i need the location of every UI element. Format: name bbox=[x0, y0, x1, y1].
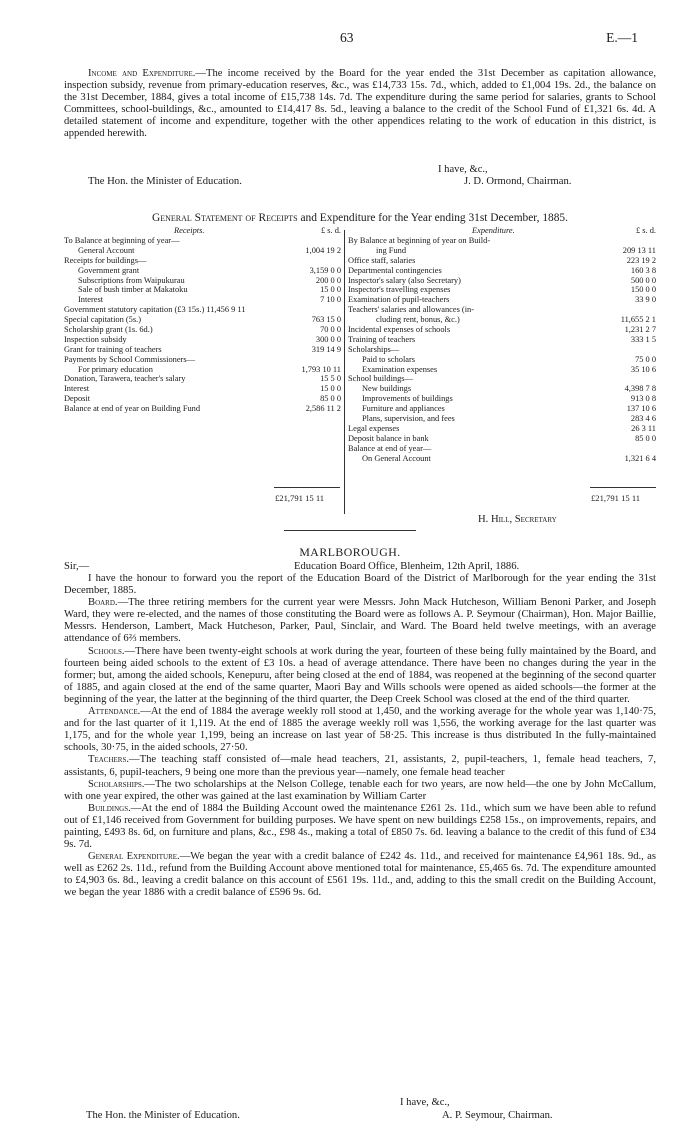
expenditure-label: Improvements of buildings bbox=[362, 394, 453, 404]
column-divider bbox=[344, 230, 345, 514]
salutation: Sir,— bbox=[64, 561, 90, 572]
expenditure-label: By Balance at beginning of year on Build- bbox=[348, 236, 491, 245]
expenditure-row bbox=[348, 424, 656, 434]
receipts-amount: 3,159 0 0 bbox=[309, 265, 341, 275]
marlborough-report-body bbox=[64, 573, 656, 900]
income-addressee: The Hon. the Minister of Education. bbox=[88, 176, 242, 187]
expenditure-row bbox=[348, 414, 656, 424]
receipts-label: Scholarship grant (1s. 6d.) bbox=[64, 325, 153, 335]
expenditure-row bbox=[348, 394, 656, 404]
report-paragraph bbox=[64, 706, 656, 754]
expenditure-amount: 160 3 8 bbox=[630, 265, 656, 275]
report-signature: A. P. Seymour, Chairman. bbox=[442, 1110, 553, 1121]
receipts-row bbox=[64, 345, 344, 355]
receipts-label: Interest bbox=[64, 384, 90, 394]
paragraph-text: I have the honour to forward you the report of the Education Board of the District of Marlborough for the year ending the 31st December, 1885. bbox=[64, 573, 656, 597]
receipts-total-rule bbox=[274, 487, 340, 488]
receipts-label: Interest bbox=[78, 295, 104, 305]
receipts-row bbox=[64, 256, 344, 266]
paragraph-heading: Board. bbox=[88, 597, 118, 609]
expenditure-row bbox=[348, 266, 656, 276]
paragraph-text: —At the end of 1884 the Building Account owed the maintenance £261 2s. 11d., which sum we have been able to refund out of £1,146 received from Government for building purposes. We have spent on new buildings £258 15s., on improvements, repairs, and painting, £493 8s. 6d, on furniture and plans, &c., £98 4s., making a total of £850 7s. 6d. leaving a balance to the credit of this fund of £34 9s. 7d. bbox=[64, 802, 656, 851]
receipts-label: Payments by School Commissioners— bbox=[64, 354, 195, 364]
report-paragraph bbox=[64, 573, 656, 597]
expenditure-label: cluding rent, bonus, &c.) bbox=[376, 315, 460, 325]
receipts-row bbox=[64, 374, 344, 384]
receipts-label: Grant for training of teachers bbox=[64, 344, 162, 354]
expenditure-label: School buildings— bbox=[348, 374, 413, 384]
report-closing: I have, &c., bbox=[400, 1097, 450, 1108]
expenditure-row bbox=[348, 335, 656, 345]
expenditure-amount: 11,655 2 1 bbox=[620, 315, 656, 325]
receipts-row bbox=[64, 236, 344, 246]
expenditure-amount: 4,398 7 8 bbox=[624, 384, 656, 394]
receipts-units: £ s. d. bbox=[320, 226, 341, 235]
expenditure-row bbox=[348, 384, 656, 394]
receipts-label: To Balance at beginning of year— bbox=[64, 236, 180, 245]
expenditure-amount: 209 13 11 bbox=[622, 245, 656, 255]
receipts-header-row bbox=[64, 226, 344, 236]
document-code: E.—1 bbox=[606, 30, 638, 45]
expenditure-amount: 1,231 2 7 bbox=[624, 325, 656, 335]
receipts-row bbox=[64, 305, 344, 315]
office-line: Education Board Office, Blenheim, 12th April, 1886. bbox=[294, 561, 520, 572]
report-paragraph bbox=[64, 754, 656, 778]
paragraph-text: —We began the year with a credit balance of £242 4s. 11d., and received for maintenance £4,961 18s. 9d., as well as £262 2s. 11d., refund from the Building Account above mentioned total for maintenance, £5,465 6s. 7d. The expenditure amounted to £4,903 6s. 8d., leaving a credit balance on this account of £561 19s. 11d., and, adding to this the small credit on the Building Account, we began the year 1886 with a credit balance of £596 9s. 6d. bbox=[64, 851, 656, 899]
report-paragraph bbox=[64, 803, 656, 851]
receipts-amount: 15 5 0 bbox=[320, 374, 341, 384]
marlborough-title: MARLBOROUGH. bbox=[299, 545, 401, 559]
receipts-row bbox=[64, 384, 344, 394]
receipts-amount: 319 14 9 bbox=[311, 344, 341, 354]
expenditure-label: Examination of pupil-teachers bbox=[348, 295, 450, 305]
expenditure-row bbox=[348, 355, 656, 365]
receipts-label: Receipts for buildings— bbox=[64, 255, 147, 265]
expenditure-amount: 33 9 0 bbox=[635, 295, 656, 305]
section-rule bbox=[284, 530, 416, 531]
expenditure-row bbox=[348, 444, 656, 454]
expenditure-amount: 75 0 0 bbox=[635, 354, 656, 364]
expenditure-amount: 85 0 0 bbox=[635, 433, 656, 443]
income-signature: J. D. Ormond, Chairman. bbox=[464, 176, 572, 187]
income-closing: I have, &c., bbox=[438, 164, 488, 175]
expenditure-label: Legal expenses bbox=[348, 423, 400, 433]
expenditure-amount: 333 1 5 bbox=[630, 334, 656, 344]
statement-title-suffix: and Expenditure for the Year ending 31st December, 1885. bbox=[300, 212, 568, 224]
receipts-row bbox=[64, 266, 344, 276]
expenditure-column bbox=[348, 226, 656, 463]
receipts-amount: 1,793 10 11 bbox=[301, 364, 341, 374]
paragraph-text: —At the end of 1884 the average weekly roll stood at 1,450, and the working average for the whole year was 1,140·75, and for the last quarter of it 1,119. At the end of 1885 the average weekly roll was 1,556, the working average for the last quarter was 1,175, and for the whole year 1,199, being an increase on last year of 58·25. This increase is thus distributed In the fully-maintained schools, 30·75, in the aided schools, 27·50. bbox=[64, 706, 656, 754]
expenditure-header: Expenditure. bbox=[472, 226, 515, 235]
paragraph-heading: Buildings. bbox=[88, 802, 131, 814]
receipts-row bbox=[64, 394, 344, 404]
receipts-amount: 70 0 0 bbox=[320, 325, 341, 335]
receipts-label: Government grant bbox=[78, 265, 140, 275]
expenditure-label: Examination expenses bbox=[362, 364, 438, 374]
receipts-total: £21,791 15 11 bbox=[275, 493, 325, 503]
expenditure-row bbox=[348, 345, 656, 355]
receipts-label: Inspection subsidy bbox=[64, 334, 127, 344]
expenditure-row bbox=[348, 315, 656, 325]
receipts-row bbox=[64, 295, 344, 305]
receipts-amount: 15 0 0 bbox=[320, 384, 341, 394]
expenditure-amount: 283 4 6 bbox=[630, 414, 656, 424]
expenditure-header-row bbox=[348, 226, 656, 236]
paragraph-heading: General Expenditure. bbox=[88, 851, 180, 863]
expenditure-label: Deposit balance in bank bbox=[348, 433, 429, 443]
receipts-row bbox=[64, 246, 344, 256]
receipts-label: Special capitation (5s.) bbox=[64, 315, 141, 325]
expenditure-amount: 137 10 6 bbox=[626, 404, 656, 414]
receipts-row bbox=[64, 335, 344, 345]
expenditure-row bbox=[348, 404, 656, 414]
receipts-label: For primary education bbox=[78, 364, 153, 374]
receipts-amount: 763 15 0 bbox=[311, 315, 341, 325]
income-expenditure-paragraph bbox=[64, 68, 656, 141]
receipts-amount: 200 0 0 bbox=[315, 275, 341, 285]
expenditure-label: Paid to scholars bbox=[362, 354, 416, 364]
receipts-label: Government statutory capitation (£3 15s.) 11,456 9 11 bbox=[64, 305, 246, 315]
receipts-label: Donation, Tarawera, teacher's salary bbox=[64, 374, 186, 384]
receipts-amount: 2,586 11 2 bbox=[305, 404, 341, 414]
receipts-amount: 7 10 0 bbox=[320, 295, 341, 305]
expenditure-label: ing Fund bbox=[376, 245, 407, 255]
statement-title bbox=[64, 212, 656, 224]
receipts-column bbox=[64, 226, 344, 414]
receipts-label: General Account bbox=[78, 245, 135, 255]
income-heading: Income and Expenditure. bbox=[88, 68, 196, 79]
report-paragraph bbox=[64, 597, 656, 645]
paragraph-text: —The three retiring members for the current year were Messrs. John Mack Hutcheson, William Benoni Parker, and Joseph Ward, they were re-elected, and the names of those constituting the Board were as follows A. P. Seymour (Chairman), Hon. Major Baillie, Messrs. Henderson, Lambert, Mack Hutcheson, Parker, Paul, Sinclair, and Ward. The Board held twelve meetings, with an average attendance of 6⅔ members. bbox=[64, 597, 656, 645]
receipts-row bbox=[64, 276, 344, 286]
page-header bbox=[0, 30, 700, 46]
expenditure-row bbox=[348, 295, 656, 305]
expenditure-label: On General Account bbox=[362, 453, 431, 463]
expenditure-row bbox=[348, 374, 656, 384]
receipts-row bbox=[64, 404, 344, 414]
expenditure-label: Teachers' salaries and allowances (in- bbox=[348, 305, 475, 315]
expenditure-row bbox=[348, 305, 656, 315]
expenditure-amount: 500 0 0 bbox=[630, 275, 656, 285]
expenditure-amount: 150 0 0 bbox=[630, 285, 656, 295]
report-paragraph bbox=[64, 779, 656, 803]
receipts-header: Receipts. bbox=[174, 226, 205, 235]
expenditure-total: £21,791 15 11 bbox=[591, 493, 641, 503]
paragraph-heading: Scholarships. bbox=[88, 778, 145, 790]
expenditure-label: Inspector's travelling expenses bbox=[348, 285, 451, 295]
expenditure-label: New buildings bbox=[362, 384, 412, 394]
paragraph-heading: Teachers. bbox=[88, 754, 130, 766]
receipts-row bbox=[64, 325, 344, 335]
paragraph-heading: Schools. bbox=[88, 645, 125, 657]
receipts-row bbox=[64, 365, 344, 375]
expenditure-row bbox=[348, 434, 656, 444]
expenditure-amount: 1,321 6 4 bbox=[624, 453, 656, 463]
expenditure-label: Departmental contingencies bbox=[348, 265, 442, 275]
receipts-row bbox=[64, 355, 344, 365]
expenditure-row bbox=[348, 276, 656, 286]
expenditure-label: Plans, supervision, and fees bbox=[362, 414, 455, 424]
report-paragraph bbox=[64, 646, 656, 706]
expenditure-label: Training of teachers bbox=[348, 334, 416, 344]
expenditure-amount: 26 3 11 bbox=[631, 423, 656, 433]
paragraph-text: —There have been twenty-eight schools at work during the year, fourteen of these being fully maintained by the Board, and fourteen being aided schools to the extent of £3 10s. a head of average attendance. There have been no changes during the year in the former; but, among the aided schools, Kenepuru, after being closed at the end of 1884, was reopened at the beginning of the second quarter of 1885, and again closed at the end of the same quarter, Maori Bay and Wills schools were opened as aided schools—the former at the beginning of the year, the latter at the beginning of the third quarter, the Deep Creek School was closed at the end of the third quarter. bbox=[64, 645, 656, 705]
paragraph-text: —The teaching staff consisted of—male head teachers, 21, assistants, 2, pupil-teachers, 1, female head teachers, 7, assistants, 6, pupil-teachers, 9 being one more than the previous year—namely, one female head teacher bbox=[64, 754, 656, 778]
paragraph-text: —The two scholarships at the Nelson College, tenable each for two years, are now held—the one by John McCallum, with one year expired, the other was gained at the last examination by William Carter bbox=[64, 778, 656, 802]
page-number: 63 bbox=[340, 30, 354, 45]
secretary-name: H. Hill, Secretary bbox=[478, 514, 557, 525]
expenditure-row bbox=[348, 365, 656, 375]
expenditure-row bbox=[348, 285, 656, 295]
expenditure-label: Balance at end of year— bbox=[348, 443, 432, 453]
expenditure-row bbox=[348, 236, 656, 246]
receipts-amount: 85 0 0 bbox=[320, 394, 341, 404]
income-text: —The income received by the Board for the year ended the 31st December as capitation allowance, inspection subsidy, revenue from primary-education reserves, &c., was £14,733 15s. 7d., which, added to £1,004 19s. 2d., the balance on the 31st December, 1884, gives a total income of £15,738 14s. 7d. The expenditure during the same period for salaries, grants to School Committees, school-buildings, &c., amounted to £14,417 8s. 5d., leaving a balance to the credit of the School Fund of £1,321 6s. 4d. A detailed statement of income and expenditure, together with the other appendices relating to the work of education in this district, is appended herewith. bbox=[64, 68, 656, 140]
expenditure-row bbox=[348, 325, 656, 335]
receipts-label: Sale of bush timber at Makatoku bbox=[78, 285, 188, 295]
receipts-amount: 15 0 0 bbox=[320, 285, 341, 295]
report-addressee: The Hon. the Minister of Education. bbox=[86, 1110, 240, 1121]
expenditure-row bbox=[348, 454, 656, 464]
expenditure-amount: 913 0 8 bbox=[630, 394, 656, 404]
receipts-label: Subscriptions from Waipukurau bbox=[78, 275, 185, 285]
expenditure-label: Office staff, salaries bbox=[348, 255, 416, 265]
expenditure-label: Scholarships— bbox=[348, 344, 400, 354]
secretary-signature bbox=[478, 514, 557, 525]
receipts-label: Balance at end of year on Building Fund bbox=[64, 404, 201, 414]
receipts-amount: 300 0 0 bbox=[315, 334, 341, 344]
expenditure-amount: 223 19 2 bbox=[626, 255, 656, 265]
expenditure-row bbox=[348, 256, 656, 266]
expenditure-total-rule bbox=[590, 487, 656, 488]
expenditure-amount: 35 10 6 bbox=[630, 364, 656, 374]
expenditure-label: Inspector's salary (also Secretary) bbox=[348, 275, 461, 285]
expenditure-units: £ s. d. bbox=[635, 226, 656, 235]
expenditure-label: Furniture and appliances bbox=[362, 404, 445, 414]
statement-title-prefix: General Statement of Receipts bbox=[152, 212, 298, 224]
expenditure-label: Incidental expenses of schools bbox=[348, 325, 451, 335]
receipts-amount: 1,004 19 2 bbox=[305, 245, 341, 255]
paragraph-heading: Attendance. bbox=[88, 706, 141, 718]
expenditure-row bbox=[348, 246, 656, 256]
receipts-row bbox=[64, 285, 344, 295]
receipts-row bbox=[64, 315, 344, 325]
report-paragraph bbox=[64, 851, 656, 899]
receipts-label: Deposit bbox=[64, 394, 91, 404]
